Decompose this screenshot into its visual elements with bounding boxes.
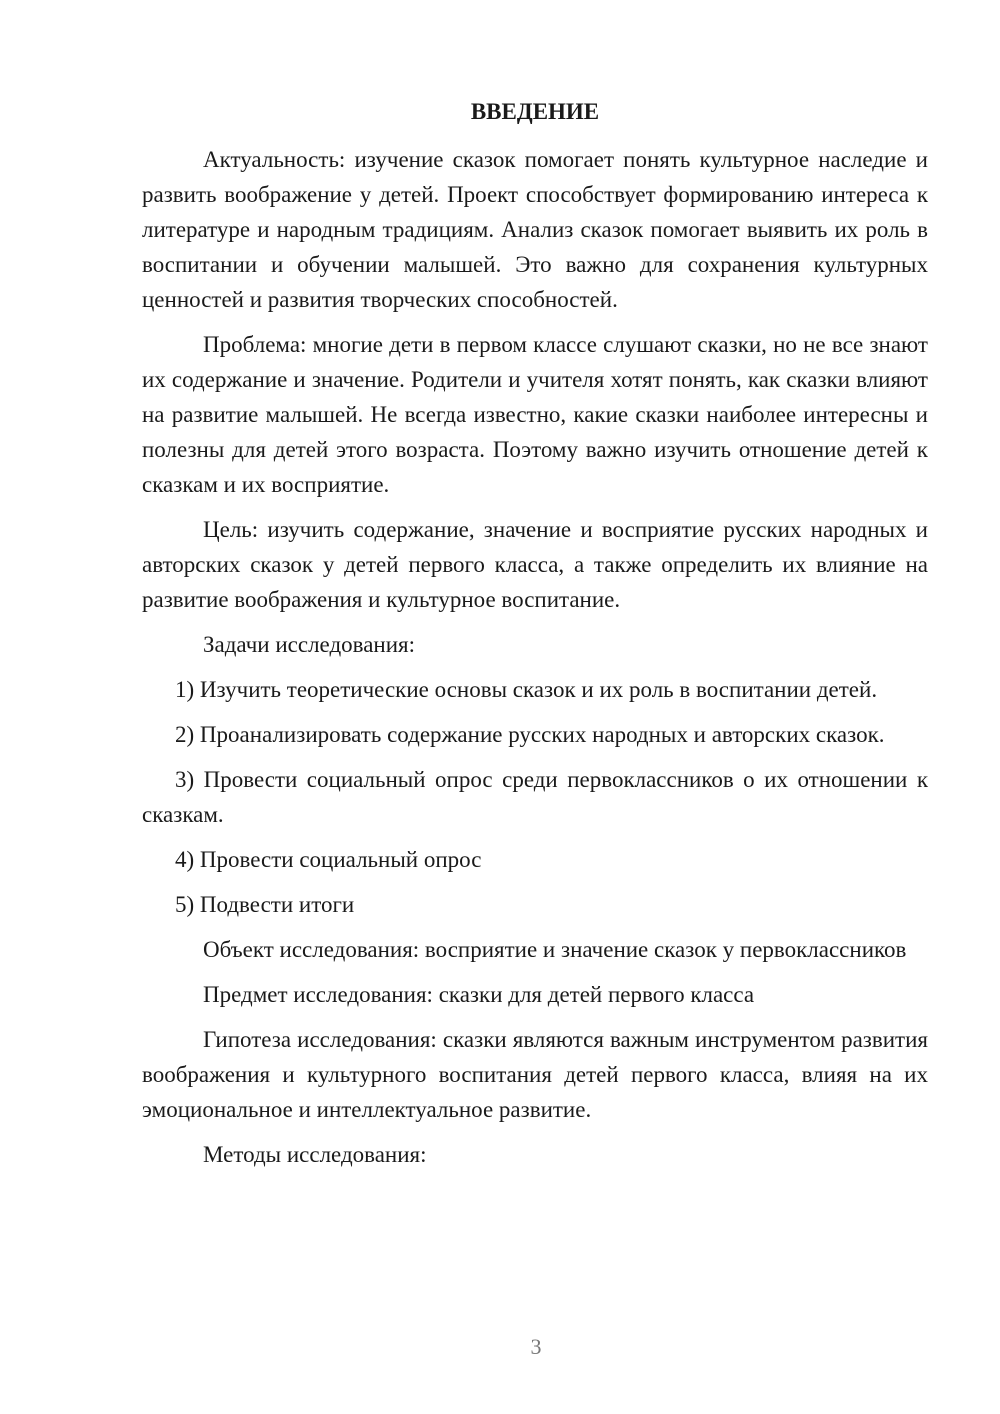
task-item-2: 2) Проанализировать содержание русских народных и авторских сказок.: [175, 722, 885, 747]
page-body: [142, 142, 928, 1182]
task-item-3: 3) Провести социальный опрос среди первоклассников о их отношении к сказкам.: [142, 767, 928, 827]
task-item-5: 5) Подвести итоги: [175, 892, 355, 917]
tasks-heading: Задачи исследования:: [203, 632, 416, 657]
problem-paragraph: Проблема: многие дети в первом классе слушают сказки, но не все знают их содержание и значение. Родители и учителя хотят понять, как сказки влияют на развитие малышей. Не всегда известно, какие сказки наиболее интересны и полезны для детей этого возраста. Поэтому важно изучить отношение детей к сказкам и их восприятие.: [142, 332, 928, 497]
relevance-paragraph: Актуальность: изучение сказок помогает понять культурное наследие и развить воображение у детей. Проект способствует формированию интереса к литературе и народным традициям. Анализ сказок помогает выявить их роль в воспитании и обучении малышей. Это важно для сохранения культурных ценностей и развития творческих способностей.: [142, 147, 928, 312]
task-item-1: 1) Изучить теоретические основы сказок и их роль в воспитании детей.: [175, 677, 878, 702]
page-number: 3: [530, 1334, 542, 1359]
task-item-4: 4) Провести социальный опрос: [175, 847, 482, 872]
goal-paragraph: Цель: изучить содержание, значение и восприятие русских народных и авторских сказок у детей первого класса, а также определить их влияние на развитие воображения и культурное воспитание.: [142, 517, 928, 612]
hypothesis-paragraph: Гипотеза исследования: сказки являются важным инструментом развития воображения и культурного воспитания детей первого класса, влияя на их эмоциональное и интеллектуальное развитие.: [142, 1027, 928, 1122]
object-paragraph: Объект исследования: восприятие и значение сказок у первоклассников: [203, 937, 907, 962]
methods-heading: Методы исследования:: [203, 1142, 427, 1167]
subject-paragraph: Предмет исследования: сказки для детей первого класса: [203, 982, 755, 1007]
section-heading: ВВЕДЕНИЕ: [470, 99, 600, 124]
